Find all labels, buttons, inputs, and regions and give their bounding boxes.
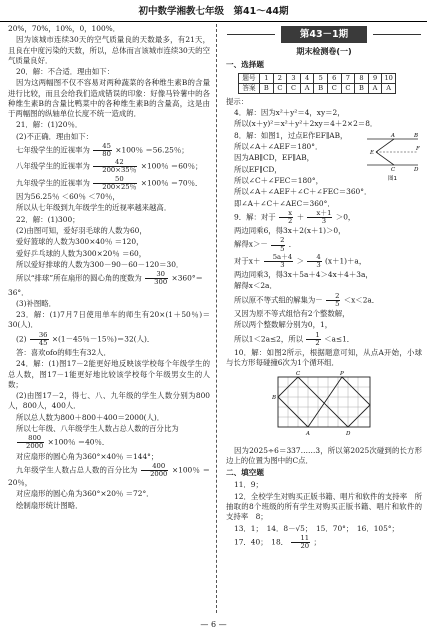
grid-lines [278, 377, 370, 427]
fraction [291, 535, 310, 550]
figure-caption: 图1 [388, 175, 397, 182]
denominator: 20 [300, 541, 310, 550]
denominator: 3 [280, 260, 285, 269]
text-line: 答：喜欢ofo的师生有32人． [16, 348, 111, 358]
formula-line [8, 143, 210, 158]
segment-ae [376, 139, 394, 152]
denominator: 200×35％ [102, 166, 137, 175]
text-line: 所以爱好排球的人数为300－90－60－120＝30． [16, 259, 184, 269]
formula-tail: ＜a≤1． [324, 334, 355, 344]
figure-1-diagram [364, 131, 422, 183]
column-divider [216, 24, 217, 613]
table-cell: 6 [327, 73, 341, 83]
formula-tail: (x＋1)＋a， [325, 256, 367, 266]
table-cell: C [273, 83, 287, 93]
table-cell: B [355, 83, 369, 93]
formula-line [226, 293, 422, 308]
numerator: 1 [306, 332, 320, 340]
numerator: 800 [17, 435, 44, 443]
text-line: 所以两个整数解分别为0，1， [234, 320, 333, 330]
text-line: 两边同乘3，得3x＋5a＋4＞4x＋4＋3a， [234, 270, 373, 280]
answer-heading: 20．解：不合适．理由如下： [16, 67, 115, 77]
numerator: 400 [141, 463, 168, 471]
point-label-c: C [296, 370, 301, 377]
denominator: 5 [280, 244, 285, 253]
formula-tail: ×100％ ＝56.25％； [115, 145, 189, 155]
text-line: 两边同乘6，得3x＋2(x＋1)＞0， [234, 226, 346, 236]
formula-tail: ×360°＝ [171, 273, 203, 283]
point-label-b: B [272, 394, 277, 401]
formula-lead: 所以1＜2a≤2，所以 [234, 334, 304, 344]
formula-tail: ＜x＜2a． [343, 295, 380, 305]
table-cell: 4 [300, 73, 314, 83]
text-line: 对应扇形的圆心角为360°×40％ ＝144°； [16, 451, 159, 461]
segment-ec [376, 152, 394, 165]
formula-tail: ； [313, 537, 321, 547]
text-paragraph: 24．解：(1)图17－2能更好地反映该学校每个年级学生的总人数，图17－1能更好地比较该学校每个年级男女生的人数； [8, 359, 210, 389]
table-cell: A [382, 83, 396, 93]
text-line: 爱好乒乓球的人数为300×20％ ＝60， [16, 248, 147, 258]
numerator: 5a＋4 [264, 254, 294, 262]
numerator: 2 [326, 293, 340, 301]
text-line: (2)不正确．理由如下： [16, 131, 93, 141]
text-line: 所以∠A＋∠AEF＋∠C＋∠FEC＝360°． [234, 187, 372, 197]
point-label-a: A [391, 132, 395, 139]
denominator: 3 [316, 260, 321, 269]
formula-line [226, 210, 422, 225]
table-cell: 3 [287, 73, 301, 83]
point-label-a: A [306, 430, 310, 437]
fraction [30, 332, 49, 347]
point-label-c: C [391, 166, 396, 173]
text-line: 绘制扇形统计图略． [16, 500, 83, 510]
table-cell: 7 [341, 73, 355, 83]
table-header-cell: 题号 [239, 73, 260, 83]
table-cell: 10 [382, 73, 396, 83]
numerator: x＋1 [307, 210, 332, 218]
fraction [93, 159, 137, 174]
denominator: 2000 [150, 470, 168, 479]
text-line: 又因为原不等式组恰有2个整数解， [234, 309, 350, 319]
text-line: 所以∠C＋∠FEC＝180°， [234, 175, 323, 185]
fraction [141, 463, 168, 478]
left-column [8, 24, 210, 615]
page-number: — 6 — [200, 619, 227, 629]
fraction [93, 143, 112, 158]
formula-lead: 9．解：对于 [234, 212, 276, 222]
text-line: 因为56.25％ ＜60％ ＜70％， [16, 192, 120, 201]
text-line: 因为AB∥CD，EF∥AB， [234, 153, 315, 163]
point-label-f: F [416, 145, 420, 152]
denominator: 45 [38, 338, 48, 347]
denominator: 2 [288, 216, 293, 225]
page-header: 初中数学湘教七年级 第41～44期 [0, 3, 427, 22]
numerator: 4 [307, 254, 321, 262]
table-cell: 5 [314, 73, 328, 83]
text-paragraph: 因为该城市连续30天的空气质量良的天数最多，有21天，且良在中度污染的天数，所以，总体而言该城市连续30天的空气质量良好． [8, 35, 210, 65]
fraction [279, 210, 293, 225]
table-cell: B [260, 83, 274, 93]
formula-line [8, 332, 210, 347]
text-line: (3)补图略． [16, 298, 57, 308]
denominator: 5 [335, 299, 340, 308]
formula-line [8, 271, 210, 286]
section-heading: 一、选择题 [226, 60, 264, 70]
fraction [307, 254, 321, 269]
denominator: 2000 [26, 442, 44, 451]
formula-line [8, 159, 210, 174]
formula-lead: 八年级学生的近视率为 [16, 161, 90, 171]
text-line: 即∠A＋∠C＋∠AEC＝360°． [234, 198, 335, 208]
text-line: 解得x＜2a． [234, 281, 277, 291]
formula-tail: ×100％ ＝60％； [140, 161, 203, 171]
ball-path [278, 377, 370, 427]
text-line: 所以从七年级到九年级学生的近视率越来越高． [16, 203, 172, 213]
numerator: 11 [291, 535, 310, 543]
text-line: 对应扇形的圆心角为360°×20％ ＝72°． [16, 489, 154, 499]
text-line: 所以总人数为800＋800＋400＝2000(人)． [16, 412, 165, 422]
table-row [239, 73, 396, 83]
formula-line [226, 254, 422, 269]
table-row [239, 83, 396, 93]
text-line: 所以∠A＋∠AEF＝180°． [234, 141, 323, 151]
table-cell: 9 [368, 73, 382, 83]
table-cell: 2 [273, 73, 287, 83]
formula-lead: 九年级学生的近视率为 [16, 178, 90, 188]
formula-line [226, 535, 422, 550]
formula-lead: 所以原不等式组的解集为－ [234, 295, 323, 305]
table-header-cell: 答案 [239, 83, 260, 93]
table-cell: C [327, 83, 341, 93]
fraction [17, 435, 44, 450]
formula-lead: 解得x＞－ [234, 240, 268, 250]
formula-operator: ＋ [296, 212, 305, 222]
numerator: 2 [271, 237, 285, 245]
formula-line [8, 176, 210, 191]
paper-title: 期末检测卷(一) [296, 47, 352, 56]
numerator: x [279, 210, 293, 218]
fraction [326, 293, 340, 308]
table-cell: C [341, 83, 355, 93]
text-paragraph: (2)由图17－2，得七、八、九年级的学生人数分别为800人，800人，400人． [8, 391, 210, 411]
table-cell: B [314, 83, 328, 93]
numerator: 45 [93, 143, 112, 151]
text-line: 4．解：因为x²＋y²＝4，xy＝2， [234, 108, 345, 117]
table-cell: A [300, 83, 314, 93]
text-line: 36°． [8, 287, 29, 297]
text-paragraph: 10．解：如图2所示，根据题意可知，从点A开始，小球与长方形每碰撞6次为1个循环组． [226, 348, 422, 368]
denominator: 2 [315, 338, 320, 347]
right-column [226, 24, 422, 615]
text-paragraph: 12．全校学生对购买正版书籍、唱片和软件的支持率 所抽取的8个班级的所有学生对购买正版书籍、唱片和软件的支持率 8； [226, 491, 422, 522]
issue-banner: 第43－1期 [281, 26, 367, 43]
table-cell: 1 [260, 73, 274, 83]
formula-operator: ＞ [296, 256, 304, 266]
text-line: 20%，70%，10%，0，100%． [8, 24, 121, 33]
text-paragraph: 因为2025÷6＝337……3，所以第2025次碰到的长方形边上的位置为图中的C点． [226, 445, 422, 465]
denominator: 80 [102, 150, 111, 159]
numerator: 42 [93, 159, 137, 167]
text-line: 8．解：如图1，过点E作EF∥AB， [234, 130, 348, 140]
formula-tail: ×100％ ＝40％． [47, 437, 110, 447]
formula-lead: 所以“排球”所在扇形的圆心角的度数为 [16, 273, 142, 283]
formula-tail: ×(1－45％－15％)＝32(人)． [51, 334, 155, 344]
table-cell: 8 [355, 73, 369, 83]
point-label-b: B [414, 132, 419, 139]
formula-tail: ＞0， [335, 212, 356, 222]
formula-tail: ×100％ ＝70％． [140, 178, 203, 188]
figure-2-grid-diagram [272, 371, 376, 443]
text-line: 所以EF∥CD， [234, 164, 282, 174]
fraction [271, 237, 285, 252]
text-line: 爱好篮球的人数为300×40％ ＝120， [16, 237, 144, 247]
denominator: 3 [321, 216, 327, 225]
denominator: 300 [154, 278, 168, 287]
formula-tail: ． [288, 240, 297, 250]
text-paragraph: 23．解：(1)7月7日使用单车的师生有20×(1＋50％)＝30(人)． [8, 310, 210, 330]
formula-lead: 七年级学生的近视率为 [16, 145, 90, 155]
formula-line [226, 237, 422, 252]
text-line: 21．解：(1)20％． [16, 120, 83, 130]
fraction [145, 271, 168, 286]
point-label-p: P [340, 370, 344, 377]
text-line: 所以(x＋y)²＝x²＋y²＋2xy＝4＋2×2＝8． [234, 119, 378, 129]
formula-tail: ×100％ ＝20％， [8, 465, 210, 488]
text-paragraph: 因为这两幅图不仅不容易对两种蔬菜的各种维生素B的含量进行比较，而且会给我们造成错误的印象：好像马铃薯中的各种维生素B的含量比鸭菜中的各种维生素B的含量高，这是由于两幅图的纵轴单位长度不统一造成的． [8, 78, 210, 119]
formula-line [8, 463, 210, 488]
point-label-e: E [370, 149, 375, 156]
answer-table [238, 73, 396, 94]
answer-heading: 22．解：(1)300； [16, 214, 80, 224]
text-line: 所以七年级、八年级学生人数占总人数的百分比为 [16, 423, 179, 433]
formula-line [226, 332, 422, 347]
rectangle-border [278, 377, 370, 427]
fraction [264, 254, 294, 269]
point-label-d: D [346, 430, 351, 437]
numerator: 50 [93, 176, 137, 184]
table-cell: C [287, 83, 301, 93]
text-line: 11．9； [234, 480, 263, 490]
section-subheading: 提示： [226, 96, 249, 106]
point-label-d: D [414, 166, 419, 173]
fraction [306, 332, 320, 347]
section-heading: 二、填空题 [226, 467, 264, 477]
text-line: (2)由图可知，爱好羽毛球的人数为60， [16, 225, 147, 235]
formula-line [8, 435, 210, 450]
formula-lead: 对于x＋ [234, 256, 261, 266]
table-cell: A [368, 83, 382, 93]
fraction [307, 210, 332, 225]
text-line: 13．1； 14．8－√5； 15．70°； 16．105°； [234, 523, 399, 533]
denominator: 200×25％ [102, 182, 137, 191]
formula-lead: 九年级学生人数占总人数的百分比为 [16, 465, 138, 475]
formula-lead: 17．40； 18． [234, 537, 289, 547]
numerator: 36 [30, 332, 49, 340]
formula-lead: (2) [16, 334, 27, 344]
fraction [93, 176, 137, 191]
numerator: 30 [145, 271, 168, 279]
